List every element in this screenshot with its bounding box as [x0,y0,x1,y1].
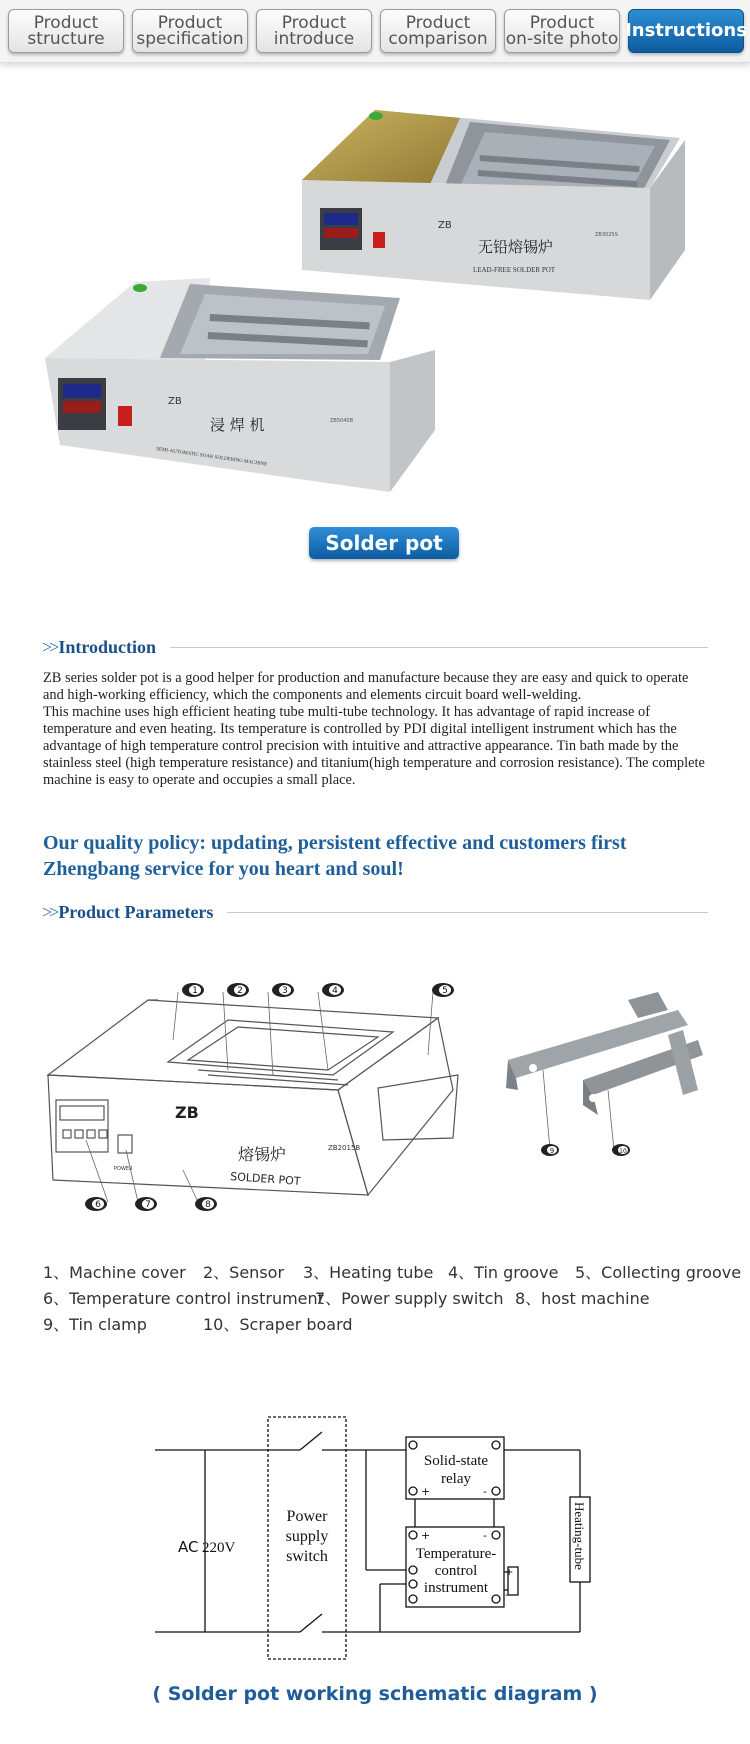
power-label: POWER [114,1166,133,1172]
divider [227,912,708,913]
policy-line: Zhengbang service for you heart and soul! [43,858,404,880]
working-schematic [150,1412,600,1662]
callout-3 [272,983,294,997]
part-item: 10、Scraper board [203,1315,353,1334]
part-item: 3、Heating tube [303,1263,434,1282]
tab-label-line2: comparison [388,29,488,49]
callout-8 [195,1197,217,1211]
parameters-heading [42,902,708,923]
introduction-text [43,670,708,789]
callout-6 [85,1197,107,1211]
svg-text:10: 10 [619,1148,627,1155]
instrument-label: control [434,1563,478,1579]
minus-sign: - [505,1590,509,1601]
svg-text:4: 4 [332,986,338,996]
instrument-label: instrument [423,1580,489,1596]
model-label: ZB2015B [328,1144,361,1152]
tab-bar [0,0,750,63]
switch-label: supply [285,1528,329,1545]
svg-text:8: 8 [205,1200,211,1210]
tab-product-specification[interactable] [132,9,248,53]
callout-1 [182,983,204,997]
cn-label: 熔锡炉 [238,1145,287,1164]
part-item: 6、Temperature control instrument [43,1289,324,1308]
minus-sign: - [483,1485,487,1498]
callout-4 [322,983,344,997]
en-label: LEAD-FREE SOLDER POT [473,266,556,274]
schematic-caption: ( Solder pot working schematic diagram ) [152,1683,598,1705]
switch-label: Power [286,1508,328,1525]
tab-product-onsite-photo[interactable] [504,9,620,53]
relay-label: Solid-state [423,1453,489,1469]
plus-sign: + [421,1485,431,1498]
soak-soldering-machine [45,278,435,492]
brand-logo-text: ZB [438,220,452,231]
tab-label-line1: Product [157,13,223,33]
svg-text:1: 1 [192,986,198,996]
tab-product-introduce[interactable] [256,9,372,53]
tab-label-line1: Product [281,13,347,33]
brand-logo-text: ZB [175,1103,199,1122]
model-label: ZB3025S [595,232,618,238]
tab-label-line2: on-site photo [505,29,619,49]
svg-text:5: 5 [442,986,448,996]
cn-label: 浸 焊 机 [210,416,265,434]
ac-label: AC [178,1538,199,1556]
heading-text: Product Parameters [58,902,214,922]
divider [170,647,708,648]
instrument-label: Temperature- [415,1546,497,1562]
part-item: 4、Tin groove [448,1263,559,1282]
ac-voltage-label: 220V [202,1540,236,1556]
svg-text:7: 7 [145,1200,151,1210]
tab-product-comparison[interactable] [380,9,496,53]
callout-7 [135,1197,157,1211]
tab-label: Instructions [625,20,747,41]
minus-sign: - [483,1529,487,1542]
svg-text:6: 6 [95,1200,101,1210]
en-label: SEMI-AUTOMATIC SOAK SOLDERING MACHINE [155,447,268,468]
svg-text:9: 9 [549,1147,555,1155]
intro-paragraph: ZB series solder pot is a good helper for production and manufacture because they are easy and quick to operate and high-working efficiency, which the components and elements circuit board well-welding. [43,670,689,703]
part-item: 9、Tin clamp [43,1315,147,1334]
callout-2 [227,983,249,997]
lead-free-solder-pot [302,110,685,300]
plus-sign: + [421,1529,431,1542]
product-photo [30,100,690,500]
cn-label: 无铅熔锡炉 [478,238,554,256]
part-item: 2、Sensor [203,1263,285,1282]
tab-label-line2: structure [27,29,105,49]
part-item: 8、host machine [515,1289,650,1308]
part-item: 5、Collecting groove [575,1263,742,1282]
svg-text:3: 3 [282,986,288,996]
product-title-badge: Solder pot [309,527,459,559]
callout-10 [612,1144,630,1156]
chevron-icon: >> [42,902,57,922]
svg-text:2: 2 [237,986,243,996]
policy-line: Our quality policy: updating, persistent effective and customers first [43,832,627,854]
parts-diagram [38,980,718,1220]
tab-label-line1: Product [529,13,595,33]
part-item: 1、Machine cover [43,1263,186,1282]
model-label: ZB5040B [330,418,354,424]
heating-tube-label: Heating-tube [572,1502,587,1570]
introduction-heading [42,637,708,658]
tab-label-line1: Product [405,13,471,33]
callout-9 [541,1144,559,1156]
tab-label-line1: Product [33,13,99,33]
heading-text: Introduction [58,637,157,657]
tab-label-line2: specification [136,29,244,49]
tab-instructions[interactable] [625,9,747,53]
en-label: SOLDER POT [229,1170,301,1188]
part-item: 7、Power supply switch [315,1289,504,1308]
chevron-icon: >> [42,637,57,657]
tab-product-structure[interactable] [8,9,124,53]
callout-5 [432,983,454,997]
quality-policy [43,830,723,882]
tab-label-line2: introduce [273,29,355,49]
relay-label: relay [441,1471,471,1487]
intro-paragraph: This machine uses high efficient heating tube multi-tube technology. It has advantage of rapid increase of temperature and even heating. Its temperature is controlled by PDI digital intelligent instrument which has the advantage of high temperature control precision with intuitive and attractive appearance. Tin bath made by the stainless steel (high temperature resistance) and titanium(high temperature and corrosion resistance). The complete machine is easy to operate and occupies a small place. [43,704,705,788]
brand-logo-text: ZB [168,396,182,407]
plus-sign: + [505,1567,514,1578]
switch-label: switch [286,1548,328,1565]
